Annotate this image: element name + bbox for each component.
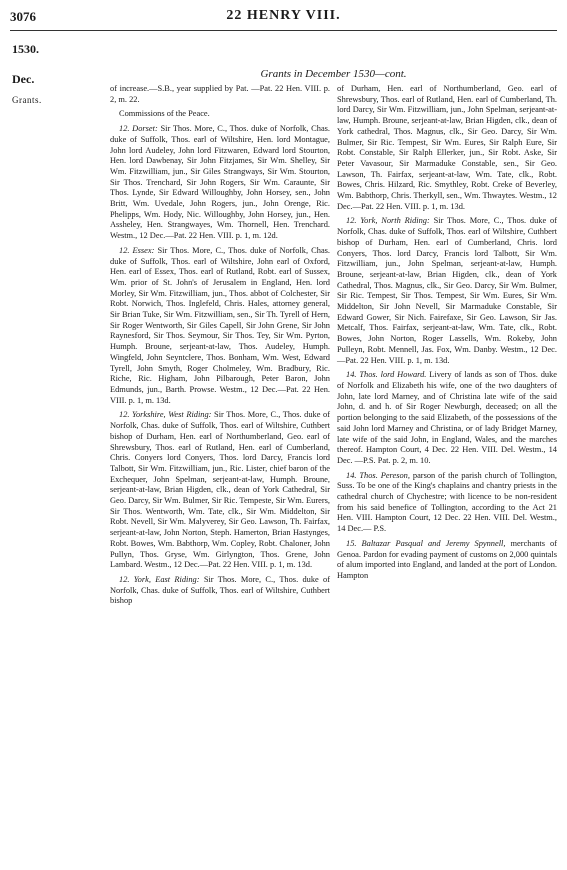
left-column <box>110 84 330 607</box>
entry-paragraph: 12. Essex: Sir Thos. More, C., Thos. duke of Norfolk, Chas. duke of Suffolk, Thos. earl of Wiltshire, John earl of Oxford, Hen. earl of Essex, Thos. earl of Rutland, Robt. earl of Sussex, Wm. prior of St. John's of Jerusalem in England, Hen. lord Morley, Sir Wm. Fitzwilliam, jun., Thos. abbot of Colchester, Sir Robt. Norwich, Thos. Inglefeld, Chris. Hales, attorney general, Sir Brian Tuke, Sir Wm. Fitzwilliam, sen., Sir Th. Tyrell of Hern, Sir Roger Wentworth, Sir Giles Capell, Sir John Grene, Sir John Raynesford, Sir Thos. Seymour, Sir Thos. Tey, Sir Wm. Pyrton, Humph. Broune, serjeant-at-law, Thos. Audeley, Humph. Wingfeld, John Seyntclere, Thos. Bonham, Wm. West, Edward Tyrell, John Smyth, Roger Cholmeley, Wm. Bradbury, Ric. Riche, Ric. Higham, John Pilbarough, Peter Baron, John Edmunds, jun., Barth. Prowse. Westm., 12 Dec.—Pat. 22 Hen. VIII. p. 1, m. 13d. <box>110 245 331 405</box>
entry-paragraph: 12. Dorset: Sir Thos. More, C., Thos. duke of Norfolk, Chas. duke of Suffolk, Thos. earl of Wiltshire, Hen. lord Montague, John lord Audeley, John lord Fitzwaren, Edward lord Stourton, Hen. lord Dawbenay, Sir John Fitzjames, Sir Wm. Shelley, Sir Wm. Fitzwilliam, jun., Sir Giles Strangways, Sir Wm. Stourton, Sir Thos. Trenchard, Sir John Rogers, Sir Wm. Caraunte, Sir Thos. Lynde, Sir Edward Willoughby, John Horsey, sen., John Britt, Wm. Uvedale, John Rogers, jun., John Orenge, Ric. Phelipps, Wm. Hody, Nic. Willoughby, John Horsey, jun., Hen. Assheley, Hen. Strangwayes, Wm. Thornell, Hen. Trenchard. Westm., 12 Dec.—Pat. 22 Hen. VIII. p. 1, m. 12d. <box>110 124 331 241</box>
margin-section-label: Grants. <box>12 95 42 105</box>
entry-paragraph: of increase.—S.B., year supplied by Pat. —Pat. 22 Hen. VIII. p. 2, m. 22. <box>110 84 330 104</box>
entry-paragraph: 12. York, North Riding: Sir Thos. More, C., Thos. duke of Norfolk, Chas. duke of Suffolk, Thos. earl of Wiltshire, Cuthbert bishop of Durham, Hen. earl of Cumberland, Chris. lord Conyers, Thos. lord Darcy, Francis lord Talbott, Sir Wm. Fitzwilliam, jun., John Spelman, serjeant-at-law, Humph. Broune, serjeant-at-law, Brian Higden, clk., dean of York Cathedral, Thos. Magnus, clk., Sir Geo. Darcy, Sir Wm. Bulmer, Sir Ric. Tempest, Sir Thos. Tempest, Sir Wm. Eures, Sir Wm. Middelton, Sir John Nevell, Sir Marmaduke Constable, Sir Edward Gower, Sir Nich. Fairefaxe, Sir Geo. Lawson, Sir Jas. Metcalf, Thos. Fairfax, serjeant-at-law, Wm. Tate, clk., Robt. Bowes, John Norton, Roger Lassells, Wm. Rokeby, John Pulleyn, Robt. Mennell, Jas. Fox, Wm. Danby. Westm., 12 Dec.—Pat. 22 Hen. VIII. p. 1, m. 13d. <box>337 216 557 365</box>
entry-paragraph: Commissions of the Peace. <box>119 109 210 119</box>
margin-year: 1530. <box>12 42 39 56</box>
entry-paragraph: 14. Thos. Pereson, parson of the parish church of Tollington, Suss. To be one of the King's chaplains and chantry priests in the cathedral church of Chychestre; with licence to be non-resident from his said benefice of Tollington, according to the Act 21 Hen. VIII. Hampton Court, 12 Dec. 22 Hen. VIII. Del. Westm., 14 Dec.— P.S. <box>337 470 557 534</box>
entry-paragraph: of Durham, Hen. earl of Northumberland, Geo. earl of Shrewsbury, Thos. earl of Rutland, Hen. earl of Cumberland, Th. lord Darcy, Sir Wm. Fitzwilliam, jun., John Spelman, serjeant-at-law, Humph. Broune, serjeant-at-law, Brian Higden, clk., dean of York cathedral, Thos. Magnus, clk., Sir Geo. Darcy, Sir Wm. Bulmer, Sir Ric. Tempest, Sir Wm. Eures, Sir Ralph Eure, Sir Robt. Constable, Sir Ralph Ellerker, jun., Sir Robt. Aske, Sir Peter Vavasour, Sir Marmaduke Constable, sen., Sir Geo. Lawson, Th. Fairfax, serjeant-at-law, Wm. Tate, clk., Robt. Bowes, Chris. Hilzard, Ric. Smythley, Robt. Creke of Beverley, Wm. Babthorp, Chris. Therkyll, sen., Wm. Thwaytes. Westm., 12 Dec.—Pat. 22 Hen. VIII. p. 1, m. 13d. <box>337 84 557 211</box>
page-number: 3076 <box>10 9 36 24</box>
section-title: Grants in December 1530—cont. <box>260 68 407 80</box>
running-title: 22 HENRY VIII. <box>226 8 341 23</box>
entry-paragraph: 12. York, East Riding: Sir Thos. More, C., Thos. duke of Norfolk, Chas. duke of Suffolk, Thos. earl of Wiltshire, Cuthbert bishop <box>110 574 331 606</box>
entry-paragraph: 12. Yorkshire, West Riding: Sir Thos. More, C., Thos. duke of Norfolk, Chas. duke of Suffolk, Thos. earl of Wiltshire, Cuthbert bishop of Durham, Hen. earl of Northumberland, Geo. earl of Shrewsbury, Thos. earl of Rutland, Hen. earl of Cumberland, Chris. Conyers lord Conyers, Thos. lord Darcy, Francis lord Talbott, Sir Wm. Fitzwilliam, jun., Ric. Lister, chief baron of the Exchequer, John Spelman, serjeant-at-law, Humph. Broune, serjeant-at-law, Brian Higden, clk., dean of York Cathedral, Sir Geo. Darcy, Sir Wm. Bulmer, Sir Ric. Tempeste, Sir Wm. Eurers, Sir Thos. Wentworth, Wm. Tate, clk., Sir Wm. Middelton, Sir Robt. Nevell, Sir Wm. Malyverey, Sir Geo. Lawson, Th. Fairfax, serjeant-at-law, John Norton, Steph. Hamerton, Brian Hastynges, Robt. Bowes, Wm. Babthorp, Wm. Copley, Robt. Chaloner, John Pullyn, Thos. Gryse, Wm. Girlyngton, Thos. Grene, John Lambard. Westm., 12 Dec.—Pat. 22 Hen. VIII. p. 1, m. 13d. <box>110 410 331 570</box>
right-column <box>337 84 557 582</box>
entry-paragraph: 14. Thos. lord Howard. Livery of lands as son of Thos. duke of Norfolk and Elizabeth his wife, one of the two daughters of John, late lord Marney, and of Christina late wife of the said John, d. and h. of Sir Roger Newburgh, deceased; on all the portion belonging to the said Elizabeth, of the possessions of the said John lord Marney and Christina, or of lady Bridget Marney, late wife of the said John, in England, Wales, and the marches thereof. Hampton Court, 4 Dec. 22 Hen. VIII. Del. Westm., 14 Dec. —P.S. Pat. p. 2, m. 10. <box>337 370 557 465</box>
entry-paragraph: 15. Baltazar Pasqual and Jeremy Spynnell, merchants of Genoa. Pardon for evading payment of customs on 2,000 quintals of alum imported into England, and landed at the port of London. Hampton <box>337 538 558 580</box>
header-rule <box>10 30 557 31</box>
margin-month: Dec. <box>12 72 35 86</box>
